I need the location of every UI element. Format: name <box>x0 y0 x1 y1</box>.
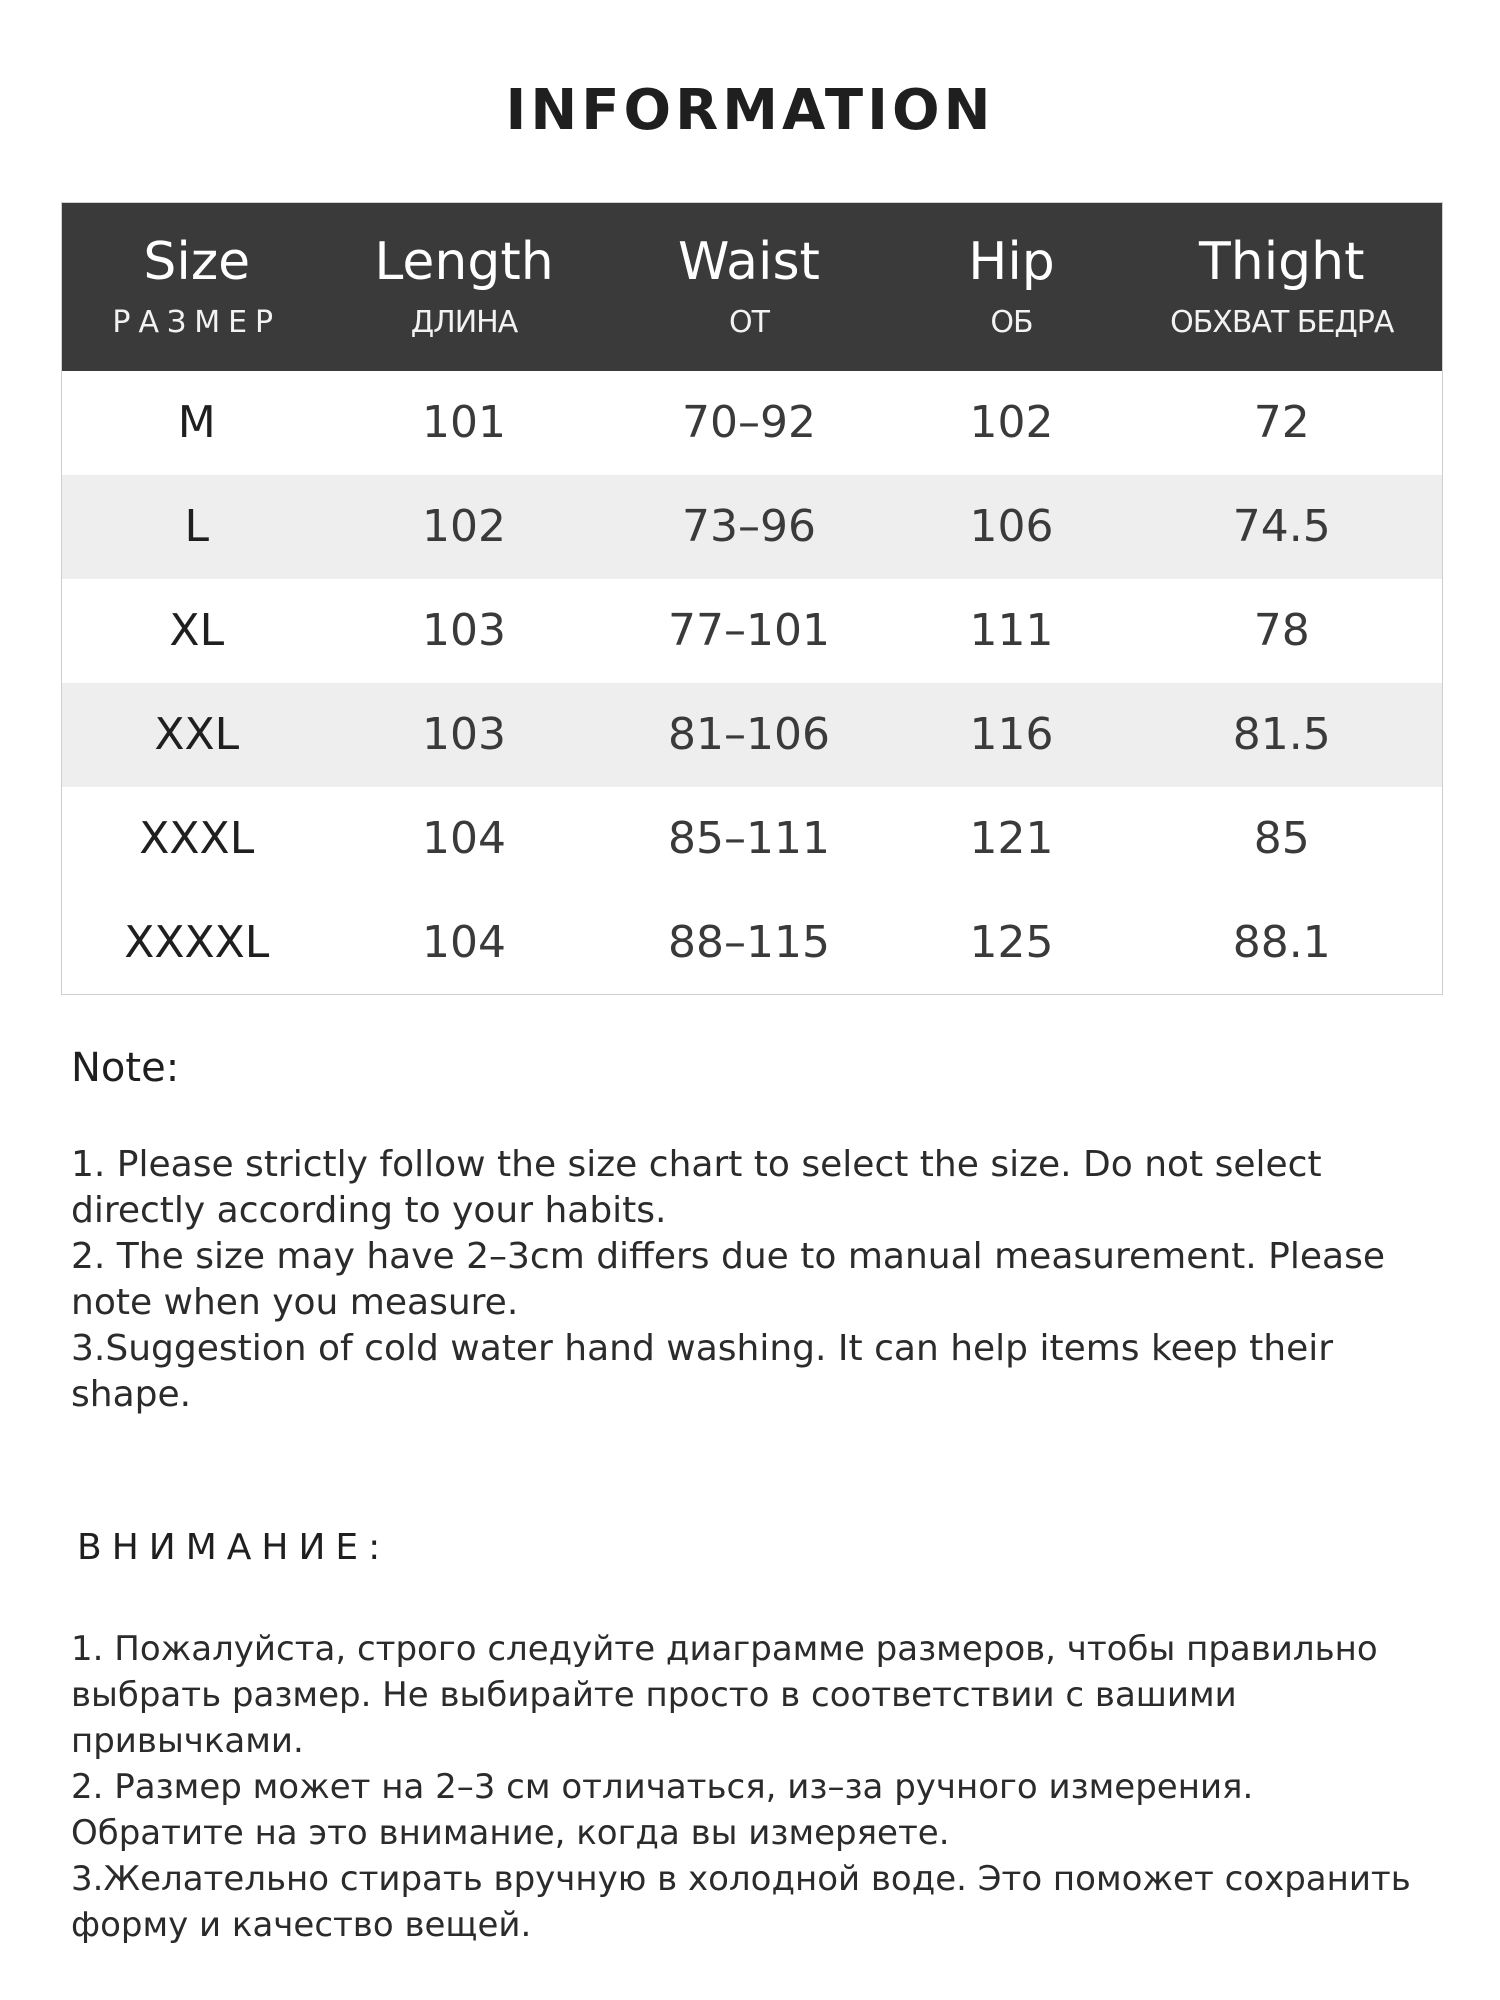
header-waist-en: Waist <box>678 231 820 292</box>
cell-length: 104 <box>422 813 506 864</box>
note-item-ru-1: 1. Пожалуйста, строго следуйте диаграмме размеров, чтобы правильно выбрать размер. Не выбирайте просто в соответствии с вашими привычками. <box>71 1629 1378 1761</box>
header-length <box>332 203 597 371</box>
note-heading-en: Note: <box>71 1045 180 1091</box>
cell-thight: 78 <box>1253 605 1310 656</box>
cell-thight: 85 <box>1253 813 1310 864</box>
note-item-ru-2: 2. Размер может на 2–3 см отличаться, из–за ручного измерения. Обратите на это внимание, когда вы измеряете. <box>71 1767 1254 1853</box>
note-item-ru-3: 3.Желательно стирать вручную в холодной воде. Это поможет сохранить форму и качество вещей. <box>71 1859 1411 1945</box>
cell-length: 103 <box>422 709 506 760</box>
cell-waist: 77–101 <box>668 605 830 656</box>
size-chart-header <box>62 203 1443 371</box>
header-waist <box>597 203 902 371</box>
header-length-ru: ДЛИНА <box>410 304 518 340</box>
note-section-ru <box>71 1520 1431 1948</box>
cell-waist: 81–106 <box>668 709 830 760</box>
cell-hip: 106 <box>969 501 1054 552</box>
note-item-en-2: 2. The size may have 2–3cm differs due to manual measurement. Please note when you measure. <box>71 1236 1385 1323</box>
header-waist-ru: ОТ <box>729 304 769 340</box>
cell-waist: 73–96 <box>682 501 816 552</box>
header-hip-en: Hip <box>968 231 1055 292</box>
note-item-en-3: 3.Suggestion of cold water hand washing. It can help items keep their shape. <box>71 1328 1334 1415</box>
note-item-en-1: 1. Please strictly follow the size chart to select the size. Do not select directly according to your habits. <box>71 1144 1322 1231</box>
cell-waist: 85–111 <box>668 813 830 864</box>
table-row <box>62 371 1443 475</box>
header-hip <box>902 203 1122 371</box>
page-title: INFORMATION <box>505 78 995 143</box>
header-size-ru: РАЗМЕР <box>112 304 282 340</box>
note-heading-ru: ВНИМАНИЕ: <box>77 1527 391 1568</box>
cell-hip: 121 <box>969 813 1054 864</box>
header-size-en: Size <box>143 231 251 292</box>
cell-hip: 116 <box>969 709 1054 760</box>
cell-hip: 102 <box>969 397 1054 448</box>
header-thight-ru: ОБХВАТ БЕДРА <box>1170 304 1394 340</box>
size-chart-body <box>62 371 1443 995</box>
cell-thight: 74.5 <box>1232 501 1331 552</box>
cell-length: 101 <box>422 397 506 448</box>
cell-size: XXL <box>154 709 240 760</box>
size-chart-table <box>61 202 1443 995</box>
table-row <box>62 475 1443 579</box>
cell-thight: 88.1 <box>1232 916 1331 968</box>
note-section-en <box>71 1040 1431 1418</box>
cell-length: 102 <box>422 501 506 552</box>
cell-size: XXXL <box>139 813 255 864</box>
cell-waist: 88–115 <box>668 916 830 968</box>
cell-size: L <box>184 501 209 552</box>
header-row <box>62 203 1443 371</box>
table-row <box>62 787 1443 891</box>
cell-length: 103 <box>422 605 506 656</box>
cell-length: 104 <box>422 916 506 968</box>
cell-thight: 81.5 <box>1232 709 1331 760</box>
cell-thight: 72 <box>1253 397 1310 448</box>
table-row <box>62 683 1443 787</box>
cell-hip: 111 <box>969 605 1054 656</box>
cell-size: XXXXL <box>124 916 270 968</box>
cell-hip: 125 <box>969 916 1054 968</box>
table-row <box>62 891 1443 995</box>
note-list-ru <box>71 1626 1431 1948</box>
note-list-en <box>71 1142 1431 1418</box>
cell-size: M <box>177 397 216 448</box>
cell-waist: 70–92 <box>682 397 816 448</box>
header-thight <box>1122 203 1443 371</box>
header-thight-en: Thight <box>1198 231 1365 292</box>
header-size <box>62 203 332 371</box>
cell-size: XL <box>169 605 225 656</box>
table-row <box>62 579 1443 683</box>
header-hip-ru: ОБ <box>990 304 1033 340</box>
header-length-en: Length <box>374 231 554 292</box>
